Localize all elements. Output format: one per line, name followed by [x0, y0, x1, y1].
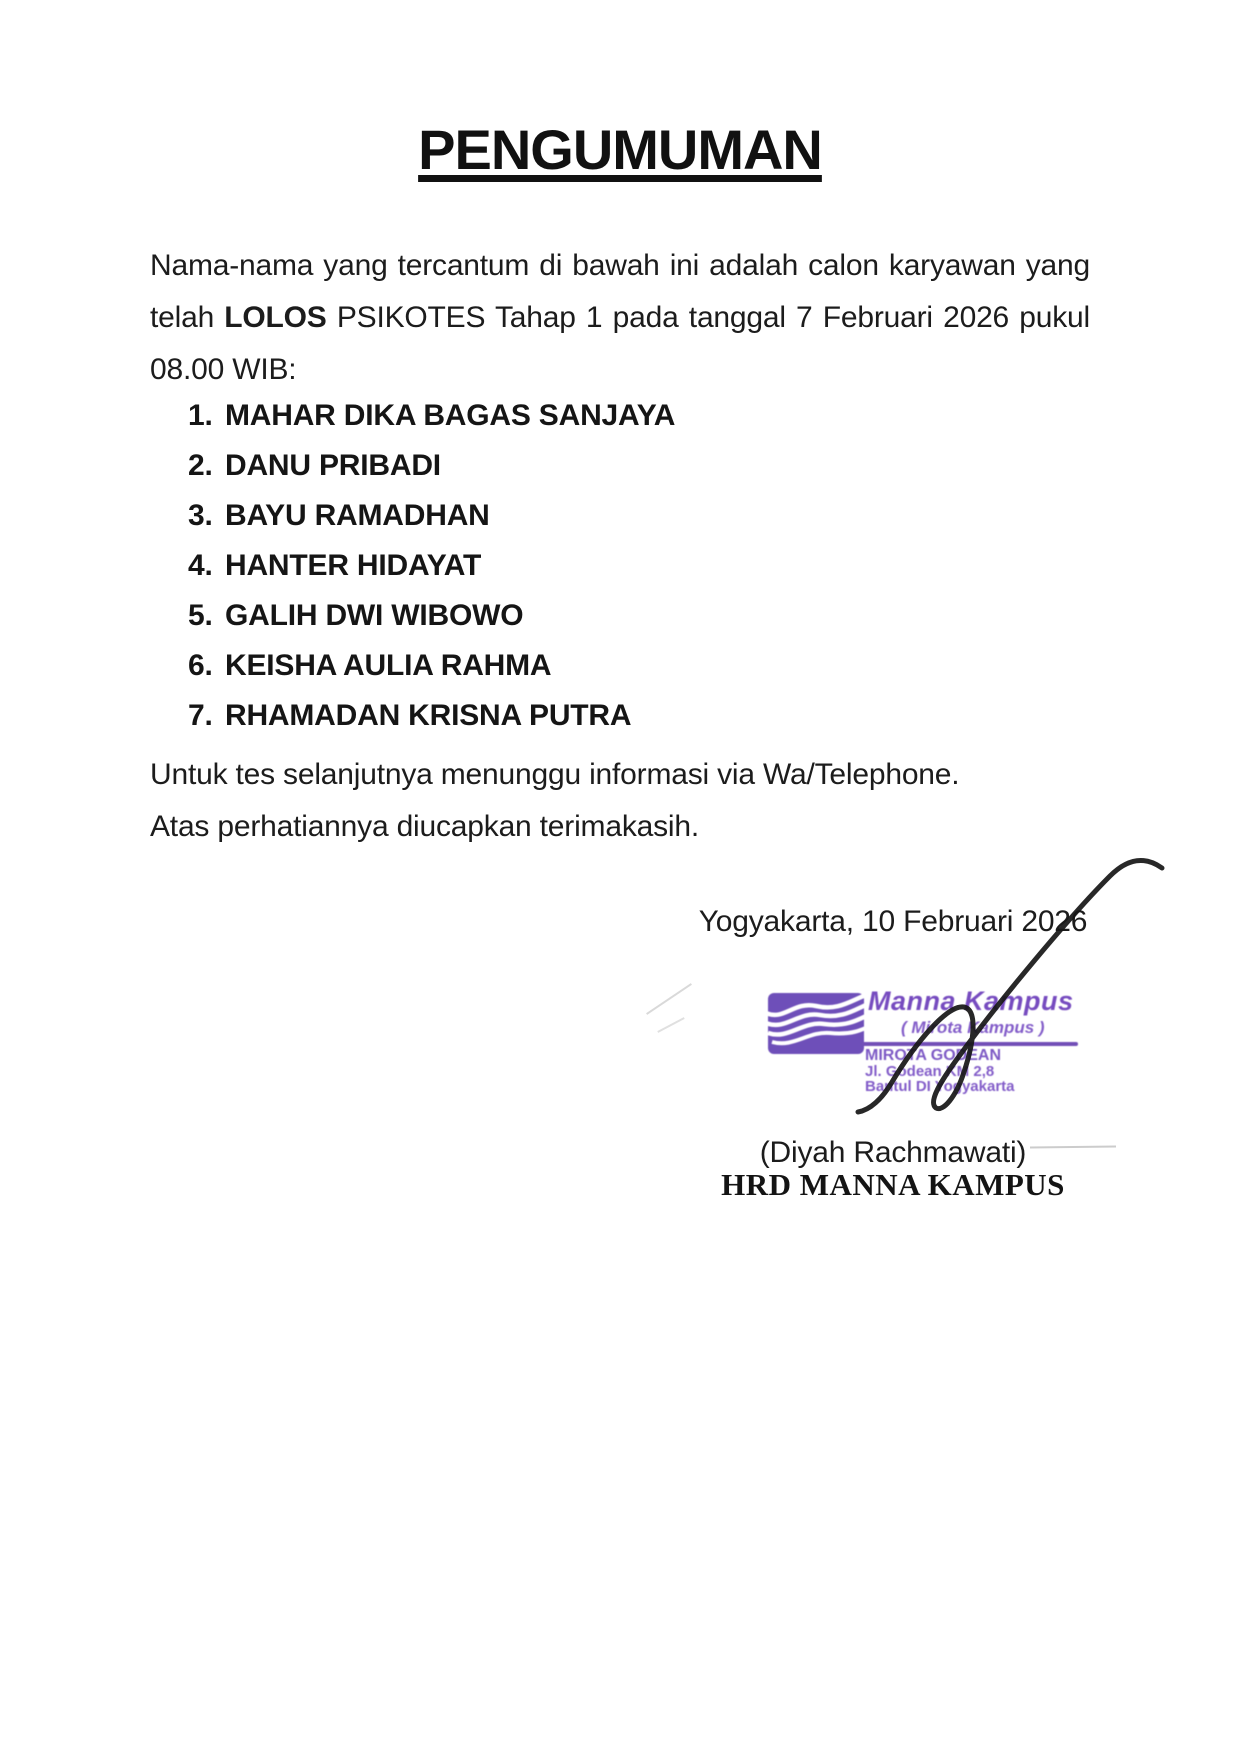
- stamp-street: Jl. Godean KM 2,8: [865, 1063, 995, 1080]
- candidate-name: KEISHA AULIA RAHMA: [225, 649, 552, 682]
- intro-paragraph: [150, 240, 1090, 396]
- stamp-brand-text: Manna Kampus: [868, 986, 1074, 1016]
- date-line: Yogyakarta, 10 Februari 2026: [698, 905, 1088, 938]
- title-wrap: [150, 118, 1090, 182]
- handwritten-signature: [840, 850, 1170, 1120]
- scan-artifact-smudge: [646, 983, 692, 1015]
- scan-artifact-line: [1030, 1146, 1116, 1149]
- paragraph-line: 08.00 WIB:: [150, 353, 297, 386]
- candidate-list-item: [150, 591, 1090, 641]
- item-number: 1.: [188, 399, 213, 432]
- candidate-name: BAYU RAMADHAN: [225, 499, 490, 532]
- item-number: 6.: [188, 649, 213, 682]
- stamp-store-name: MIROTA GODEAN: [865, 1047, 1001, 1064]
- item-number: 2.: [188, 449, 213, 482]
- closing-paragraph: [150, 749, 1090, 853]
- candidate-list-item: [150, 691, 1090, 741]
- closing-line-next-test: Untuk tes selanjutnya menunggu informasi via Wa/Telephone.: [150, 758, 960, 791]
- candidate-name: DANU PRIBADI: [225, 449, 441, 482]
- item-number: 5.: [188, 599, 213, 632]
- candidate-name: HANTER HIDAYAT: [225, 549, 482, 582]
- signer-title: HRD MANNA KAMPUS: [721, 1167, 1065, 1202]
- announcement-title: PENGUMUMAN: [418, 118, 822, 181]
- candidate-name: GALIH DWI WIBOWO: [225, 599, 524, 632]
- candidate-list: [150, 391, 1090, 741]
- signer-name: (Diyah Rachmawati): [759, 1136, 1027, 1169]
- stamp-city: Bantul DI Yogyakarta: [865, 1078, 1015, 1095]
- candidate-list-item: [150, 491, 1090, 541]
- item-number: 4.: [188, 549, 213, 582]
- item-number: 7.: [188, 699, 213, 732]
- candidate-name: RHAMADAN KRISNA PUTRA: [225, 699, 632, 732]
- candidate-name: MAHAR DIKA BAGAS SANJAYA: [225, 399, 676, 432]
- item-number: 3.: [188, 499, 213, 532]
- candidate-list-item: [150, 541, 1090, 591]
- paragraph-line: Nama-nama yang tercantum di bawah ini adalah calon karyawan yang: [150, 249, 1090, 282]
- paragraph-line: telah LOLOS PSIKOTES Tahap 1 pada tanggal 7 Februari 2026 pukul: [150, 301, 1090, 334]
- candidate-list-item: [150, 641, 1090, 691]
- candidate-list-item: [150, 391, 1090, 441]
- scan-artifact-smudge: [657, 1017, 684, 1033]
- stamp-brand-subtext: ( Mirota Kampus ): [901, 1018, 1045, 1037]
- candidate-list-item: [150, 441, 1090, 491]
- closing-line-thanks: Atas perhatiannya diucapkan terimakasih.: [150, 810, 699, 843]
